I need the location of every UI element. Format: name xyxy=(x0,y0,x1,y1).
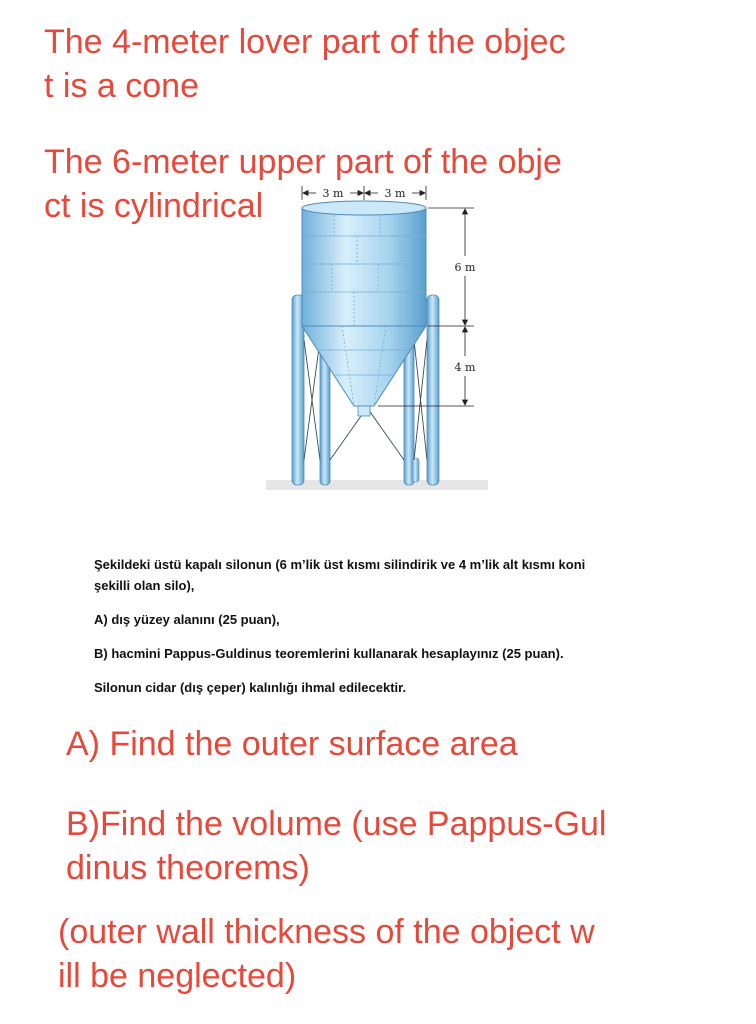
dim-top-right: 3 m xyxy=(384,187,406,200)
problem-part-b: B) hacmini Pappus-Guldinus teoremlerini kullanarak hesaplayınız (25 puan). xyxy=(94,646,564,661)
silo-figure xyxy=(262,180,492,495)
problem-line1: Şekildeki üstü kapalı silonun (6 m’lik üst kısmı silindirik ve 4 m’lik alt kısmı koni xyxy=(94,557,586,572)
problem-line2: şekilli olan silo), xyxy=(94,578,195,593)
problem-note: Silonun cidar (dış çeper) kalınlığı ihmal edilecektir. xyxy=(94,680,407,695)
problem-part-a: A) dış yüzey alanını (25 puan), xyxy=(94,612,280,627)
width-dimension xyxy=(302,186,426,200)
dim-cone-height: 4 m xyxy=(454,361,476,374)
note-part-b-line2: dinus theorems) xyxy=(66,849,310,887)
note-part-b-line1: B)Find the volume (use Pappus-Gul xyxy=(66,805,607,843)
dim-top-left: 3 m xyxy=(322,187,344,200)
note-part-a: A) Find the outer surface area xyxy=(66,725,518,763)
silo-cylinder xyxy=(302,208,426,326)
note-cylinder-line1: The 6-meter upper part of the obje xyxy=(44,143,562,181)
note-cylinder-line2: ct is cylindrical xyxy=(44,187,264,225)
silo-top xyxy=(302,201,426,215)
dim-cylinder-height: 6 m xyxy=(454,261,476,274)
cone-outlet xyxy=(358,406,370,416)
note-thickness-line2: ill be neglected) xyxy=(58,957,297,995)
note-thickness-line1: (outer wall thickness of the object w xyxy=(58,913,595,951)
note-cone-line1: The 4-meter lover part of the objec xyxy=(44,23,566,61)
note-cone-line2: t is a cone xyxy=(44,67,199,105)
